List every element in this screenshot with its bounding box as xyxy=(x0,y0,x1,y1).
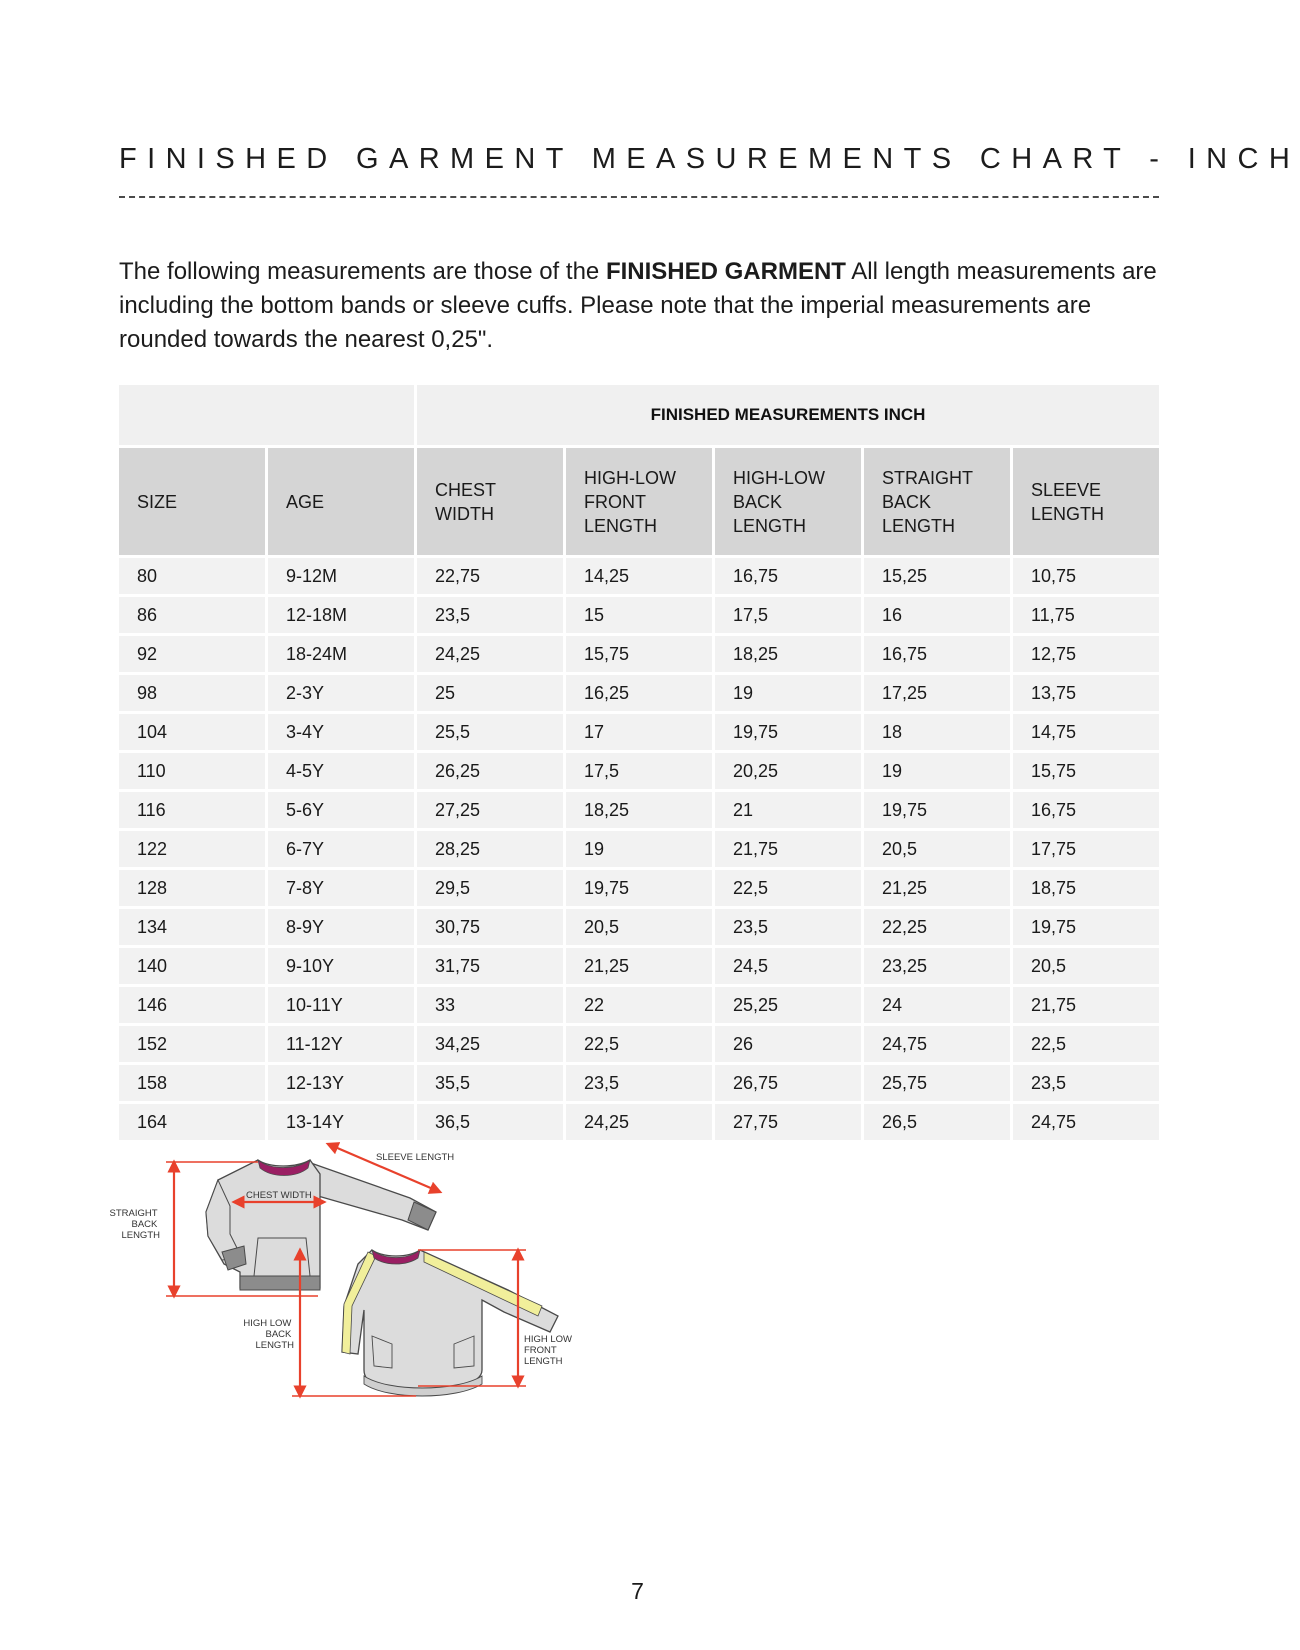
table-row xyxy=(119,948,1159,984)
table-row xyxy=(119,714,1159,750)
cell-size: 98 xyxy=(119,675,265,711)
cell-high-low-back-length: 16,75 xyxy=(715,558,861,594)
cell-high-low-back-length: 19,75 xyxy=(715,714,861,750)
label-high-low-back-length-line1: HIGH LOW xyxy=(243,1318,292,1329)
cell-high-low-front-length: 20,5 xyxy=(566,909,712,945)
table-row xyxy=(119,558,1159,594)
page-number: 7 xyxy=(631,1578,644,1604)
cell-high-low-back-length: 19 xyxy=(715,675,861,711)
label-high-low-front-length-line2: FRONT xyxy=(524,1345,557,1356)
cell-chest-width: 36,5 xyxy=(417,1104,563,1140)
column-header-size: SIZE xyxy=(119,448,265,555)
cell-sleeve-length: 10,75 xyxy=(1013,558,1159,594)
table-header-blank xyxy=(119,385,414,445)
table-row xyxy=(119,870,1159,906)
cell-age: 12-13Y xyxy=(268,1065,414,1101)
column-header-high-low-front-length: HIGH-LOW FRONT LENGTH xyxy=(566,448,712,555)
cell-high-low-back-length: 21,75 xyxy=(715,831,861,867)
cell-size: 152 xyxy=(119,1026,265,1062)
table-row xyxy=(119,636,1159,672)
column-header-age: AGE xyxy=(268,448,414,555)
cell-age: 18-24M xyxy=(268,636,414,672)
table-row xyxy=(119,909,1159,945)
cell-straight-back-length: 21,25 xyxy=(864,870,1010,906)
cell-straight-back-length: 23,25 xyxy=(864,948,1010,984)
column-header-high-low-back-length: HIGH-LOW BACK LENGTH xyxy=(715,448,861,555)
cell-high-low-front-length: 15 xyxy=(566,597,712,633)
cell-age: 12-18M xyxy=(268,597,414,633)
cell-chest-width: 34,25 xyxy=(417,1026,563,1062)
intro-bold: FINISHED GARMENT xyxy=(605,258,846,285)
cell-straight-back-length: 24 xyxy=(864,987,1010,1023)
label-straight-back-length-line3: LENGTH xyxy=(121,1230,160,1241)
cell-chest-width: 22,75 xyxy=(417,558,563,594)
cell-high-low-back-length: 20,25 xyxy=(715,753,861,789)
cell-age: 10-11Y xyxy=(268,987,414,1023)
cell-straight-back-length: 18 xyxy=(864,714,1010,750)
cell-age: 2-3Y xyxy=(268,675,414,711)
cell-size: 92 xyxy=(119,636,265,672)
cell-size: 146 xyxy=(119,987,265,1023)
cell-age: 9-10Y xyxy=(268,948,414,984)
cell-sleeve-length: 13,75 xyxy=(1013,675,1159,711)
cell-size: 104 xyxy=(119,714,265,750)
cell-high-low-back-length: 26,75 xyxy=(715,1065,861,1101)
cell-chest-width: 29,5 xyxy=(417,870,563,906)
cell-age: 6-7Y xyxy=(268,831,414,867)
cell-chest-width: 27,25 xyxy=(417,792,563,828)
cell-straight-back-length: 19 xyxy=(864,753,1010,789)
cell-high-low-front-length: 17,5 xyxy=(566,753,712,789)
cell-age: 13-14Y xyxy=(268,1104,414,1140)
cell-size: 122 xyxy=(119,831,265,867)
cell-chest-width: 35,5 xyxy=(417,1065,563,1101)
cell-high-low-front-length: 18,25 xyxy=(566,792,712,828)
cell-straight-back-length: 16 xyxy=(864,597,1010,633)
cell-straight-back-length: 15,25 xyxy=(864,558,1010,594)
cell-high-low-front-length: 22,5 xyxy=(566,1026,712,1062)
table-row xyxy=(119,831,1159,867)
table-row xyxy=(119,675,1159,711)
cell-high-low-front-length: 21,25 xyxy=(566,948,712,984)
cell-high-low-back-length: 22,5 xyxy=(715,870,861,906)
cell-age: 8-9Y xyxy=(268,909,414,945)
cell-high-low-back-length: 27,75 xyxy=(715,1104,861,1140)
cell-high-low-back-length: 25,25 xyxy=(715,987,861,1023)
table-group-header: FINISHED MEASUREMENTS INCH xyxy=(417,385,1159,445)
cell-size: 86 xyxy=(119,597,265,633)
cell-sleeve-length: 15,75 xyxy=(1013,753,1159,789)
cell-high-low-front-length: 22 xyxy=(566,987,712,1023)
label-high-low-back-length-line2: BACK xyxy=(265,1329,292,1340)
table-row xyxy=(119,597,1159,633)
cell-high-low-back-length: 21 xyxy=(715,792,861,828)
cell-sleeve-length: 24,75 xyxy=(1013,1104,1159,1140)
label-sleeve-length: SLEEVE LENGTH xyxy=(376,1152,455,1163)
cell-high-low-front-length: 19,75 xyxy=(566,870,712,906)
cell-sleeve-length: 20,5 xyxy=(1013,948,1159,984)
label-high-low-back-length xyxy=(243,1318,294,1351)
cell-chest-width: 28,25 xyxy=(417,831,563,867)
cell-size: 128 xyxy=(119,870,265,906)
cell-sleeve-length: 11,75 xyxy=(1013,597,1159,633)
table-body xyxy=(119,558,1159,1140)
cell-straight-back-length: 22,25 xyxy=(864,909,1010,945)
label-straight-back-length-line1: STRAIGHT xyxy=(109,1208,158,1219)
cell-sleeve-length: 12,75 xyxy=(1013,636,1159,672)
front-sweater xyxy=(342,1250,558,1396)
cell-age: 5-6Y xyxy=(268,792,414,828)
cell-size: 80 xyxy=(119,558,265,594)
garment-diagram-final xyxy=(109,1140,618,1440)
cell-age: 11-12Y xyxy=(268,1026,414,1062)
cell-age: 4-5Y xyxy=(268,753,414,789)
cell-chest-width: 31,75 xyxy=(417,948,563,984)
cell-high-low-back-length: 23,5 xyxy=(715,909,861,945)
cell-age: 7-8Y xyxy=(268,870,414,906)
table-row xyxy=(119,1104,1159,1140)
cell-chest-width: 23,5 xyxy=(417,597,563,633)
measurements-table-wrapper xyxy=(119,385,1163,1140)
cell-high-low-front-length: 16,25 xyxy=(566,675,712,711)
cell-high-low-back-length: 26 xyxy=(715,1026,861,1062)
cell-size: 164 xyxy=(119,1104,265,1140)
cell-size: 116 xyxy=(119,792,265,828)
cell-straight-back-length: 16,75 xyxy=(864,636,1010,672)
column-header-chest-width: CHEST WIDTH xyxy=(417,448,563,555)
cell-straight-back-length: 26,5 xyxy=(864,1104,1010,1140)
column-header-sleeve-length: SLEEVE LENGTH xyxy=(1013,448,1159,555)
table-row xyxy=(119,987,1159,1023)
measurements-table xyxy=(116,382,1162,1143)
cell-chest-width: 26,25 xyxy=(417,753,563,789)
cell-high-low-front-length: 14,25 xyxy=(566,558,712,594)
cell-age: 3-4Y xyxy=(268,714,414,750)
cell-sleeve-length: 17,75 xyxy=(1013,831,1159,867)
label-high-low-front-length-line3: LENGTH xyxy=(524,1356,563,1367)
cell-chest-width: 25 xyxy=(417,675,563,711)
table-row xyxy=(119,792,1159,828)
cell-high-low-front-length: 17 xyxy=(566,714,712,750)
cell-size: 158 xyxy=(119,1065,265,1101)
cell-high-low-back-length: 24,5 xyxy=(715,948,861,984)
intro-text-2: All length measurements are including the bottom bands or sleeve cuffs. Please note that the imperial measurements are rounded towards the nearest 0,25". xyxy=(119,258,1157,353)
cell-high-low-front-length: 15,75 xyxy=(566,636,712,672)
cell-sleeve-length: 21,75 xyxy=(1013,987,1159,1023)
cell-sleeve-length: 23,5 xyxy=(1013,1065,1159,1101)
intro-text-1: The following measurements are those of the xyxy=(119,258,606,285)
cell-sleeve-length: 14,75 xyxy=(1013,714,1159,750)
label-straight-back-length-line2: BACK xyxy=(131,1219,158,1230)
title-divider xyxy=(119,196,1159,198)
label-high-low-front-length-line1: HIGH LOW xyxy=(524,1334,573,1345)
cell-high-low-front-length: 19 xyxy=(566,831,712,867)
cell-straight-back-length: 20,5 xyxy=(864,831,1010,867)
table-row xyxy=(119,1026,1159,1062)
cell-sleeve-length: 19,75 xyxy=(1013,909,1159,945)
cell-age: 9-12M xyxy=(268,558,414,594)
cell-sleeve-length: 18,75 xyxy=(1013,870,1159,906)
cell-size: 110 xyxy=(119,753,265,789)
cell-size: 134 xyxy=(119,909,265,945)
cell-straight-back-length: 19,75 xyxy=(864,792,1010,828)
cell-straight-back-length: 24,75 xyxy=(864,1026,1010,1062)
cell-chest-width: 25,5 xyxy=(417,714,563,750)
label-high-low-front-length xyxy=(524,1334,575,1367)
cell-high-low-back-length: 18,25 xyxy=(715,636,861,672)
column-header-straight-back-length: STRAIGHT BACK LENGTH xyxy=(864,448,1010,555)
cell-straight-back-length: 25,75 xyxy=(864,1065,1010,1101)
page-title: FINISHED GARMENT MEASUREMENTS CHART - INCH xyxy=(119,143,1300,175)
cell-high-low-front-length: 24,25 xyxy=(566,1104,712,1140)
table-row xyxy=(119,1065,1159,1101)
cell-chest-width: 30,75 xyxy=(417,909,563,945)
cell-sleeve-length: 16,75 xyxy=(1013,792,1159,828)
label-straight-back-length xyxy=(110,1208,161,1241)
cell-sleeve-length: 22,5 xyxy=(1013,1026,1159,1062)
label-chest-width: CHEST WIDTH xyxy=(246,1190,312,1201)
cell-high-low-back-length: 17,5 xyxy=(715,597,861,633)
cell-straight-back-length: 17,25 xyxy=(864,675,1010,711)
cell-chest-width: 33 xyxy=(417,987,563,1023)
label-high-low-back-length-line3: LENGTH xyxy=(255,1340,294,1351)
table-row xyxy=(119,753,1159,789)
cell-chest-width: 24,25 xyxy=(417,636,563,672)
cell-high-low-front-length: 23,5 xyxy=(566,1065,712,1101)
cell-size: 140 xyxy=(119,948,265,984)
intro-paragraph xyxy=(119,255,1164,357)
